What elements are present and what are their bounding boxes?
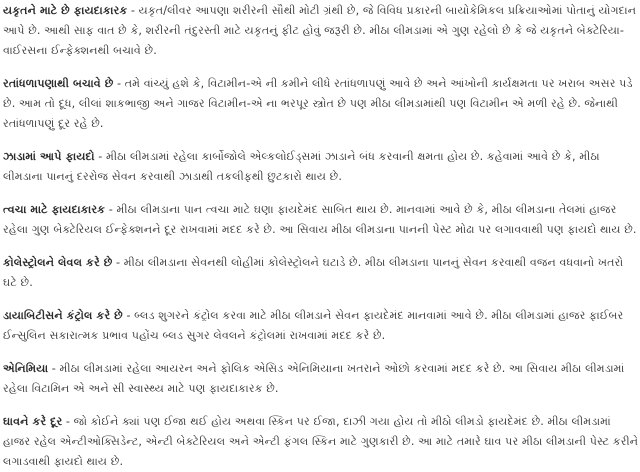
paragraph-text: તમે વાંચ્યું હશે કે, વિટામીન-એ ની કમીને લીધે રતાંધળાપણું આવે છે અને આંખોની કાર્યક્ષમતા પર ખરાબ અસર પડે છે. આમ તો દૂધ, લીલાં શાકભાજી અને ગાજર વિટામીન-એ ના ભરપૂર સ્ત્રોત છે પણ મીઠા લીમડામાંથી પણ વિટામીન એ મળી રહે છે. જેનાથી રતાંધળાપણું દૂર રહે છે. [3, 77, 633, 130]
paragraph-text: યકૃત/લીવર આપણા શરીરની સૌથી મોટી ગ્રંથી છે, જે વિવિધ પ્રકારની બાયોકેમિકલ પ્રક્રિયાઓમાં પોતાનું યોગદાન આપે છે. આથી સાફ વાત છે કે, શરીરની તંદુરસ્તી માટે યકૃતનું ફીટ હોવું જરૂરી છે. મીઠા લીમડામાં એ ગુણ રહેલો છે કે જે યકૃતને બેક્ટેરિયા-વાઈરસના ઈન્ફેક્શનથી બચાવે છે. [3, 4, 637, 57]
paragraph-skin [3, 200, 640, 240]
heading-separator: - [122, 309, 135, 322]
heading-separator: - [127, 4, 139, 17]
paragraph-liver [3, 1, 640, 61]
paragraph-heading: એનિમિયા [3, 362, 49, 375]
paragraph-heading: યકૃતને માટે છે ફાયદાકારક [3, 4, 128, 17]
paragraph-text: જો કોઈને ક્યાં પણ ઈજા થઈ હોય અથવા સ્કિન પર ઈજા, દાઝી ગયા હોય તો મીઠો લીમડો ફાયદેમંદ છે. મીઠા લીમડામાં હાજર રહેલ એન્ટીઓક્સિડેન્ટ, એન્ટી બેક્ટેરિયલ અને એન્ટી ફંગલ સ્કિન માટે ગુણકારી છે. આ માટે તમારે ઘાવ પર મીઠા લીમડાની પેસ્ટ કરીને લગાડવાથી ફાયદો થાય છે. [3, 415, 639, 468]
heading-separator: - [62, 415, 74, 428]
paragraph-cholesterol [3, 253, 640, 293]
paragraph-text: બ્લડ શુગરને કંટ્રોલ કરવા માટે મીઠા લીમડાને સેવન ફાયદેમંદ માનવામાં આવે છે. મીઠા લીમડામાં હાજર ફાઈબર ઈન્સુલિન સકારાત્મક પ્રભાવ પહોંચ બ્લડ સુગર લેવલને કંટ્રોલમાં રાખવામાં મદદ કરે છે. [3, 309, 624, 342]
paragraph-heading: કોલેસ્ટ્રોલને લેવલ કરે છે [3, 256, 113, 269]
heading-separator: - [105, 203, 117, 216]
paragraph-wounds [3, 412, 640, 472]
paragraph-heading: ઝાડામાં આપે ફાયદો [3, 150, 95, 163]
paragraph-heading: ઘાવને કરે દૂર [3, 415, 63, 428]
paragraph-text: મીઠા લીમડાના પાન ત્વચા માટે ઘણા ફાયદેમંદ સાબિત થાય છે. માનવામાં આવે છે કે, મીઠા લીમડાના તેલમાં હાજર રહેલા ગુણ બેક્ટેરિયલ ઈન્ફેક્શનને દૂર રાખવામાં મદદ કરે છે. આ સિવાય મીઠા લીમડાના પાનની પેસ્ટ મોઢા પર લગાવવાથી પણ ફાયદો થાય છે. [3, 203, 637, 236]
paragraph-diabetes [3, 306, 640, 346]
heading-separator: - [113, 77, 125, 90]
paragraph-heading: ત્વચા માટે ફાયદાકારક [3, 203, 106, 216]
paragraph-night-blindness [3, 74, 640, 134]
paragraph-heading: રતાંધળાપણાથી બચાવે છે [3, 77, 114, 90]
paragraph-anemia [3, 359, 640, 399]
paragraph-text: મીઠા લીમડામાં રહેલા આયરન અને ફોલિક એસિડ એનિમિયાના ખતરાને ઓછો કરવામાં મદદ કરે છે. આ સિવાય મીઠા લીમડામાં રહેલા વિટામિન એ અને સી સ્વાસ્થ્ય માટે પણ ફાયદાકારક છે. [3, 362, 625, 395]
paragraph-diarrhea [3, 147, 640, 187]
paragraph-heading: ડાયાબિટીસને કંટ્રોલ કરે છે [3, 309, 123, 322]
paragraph-text: મીઠા લીમડામાં રહેલા કાર્બોજોલે એલ્કલોઈડ્સમાં ઝાડાને બંધ કરવાની ક્ષમતા હોય છે. કહેવામાં આવે છે કે, મીઠા લીમડાના પાનનું દરરોજ સેવન કરવાથી ઝાડાથી તકલીફથી છુટકારો થાય છે. [3, 150, 600, 183]
heading-separator: - [94, 150, 106, 163]
paragraph-text: મીઠા લીમડાના સેવનથી લોહીમાં કોલેસ્ટ્રોલને ઘટાડે છે. મીઠા લીમડાના પાનનું સેવન કરવાથી વજન વધવાનો ખતરો ઘટે છે. [3, 256, 624, 289]
heading-separator: - [112, 256, 124, 269]
heading-separator: - [48, 362, 60, 375]
